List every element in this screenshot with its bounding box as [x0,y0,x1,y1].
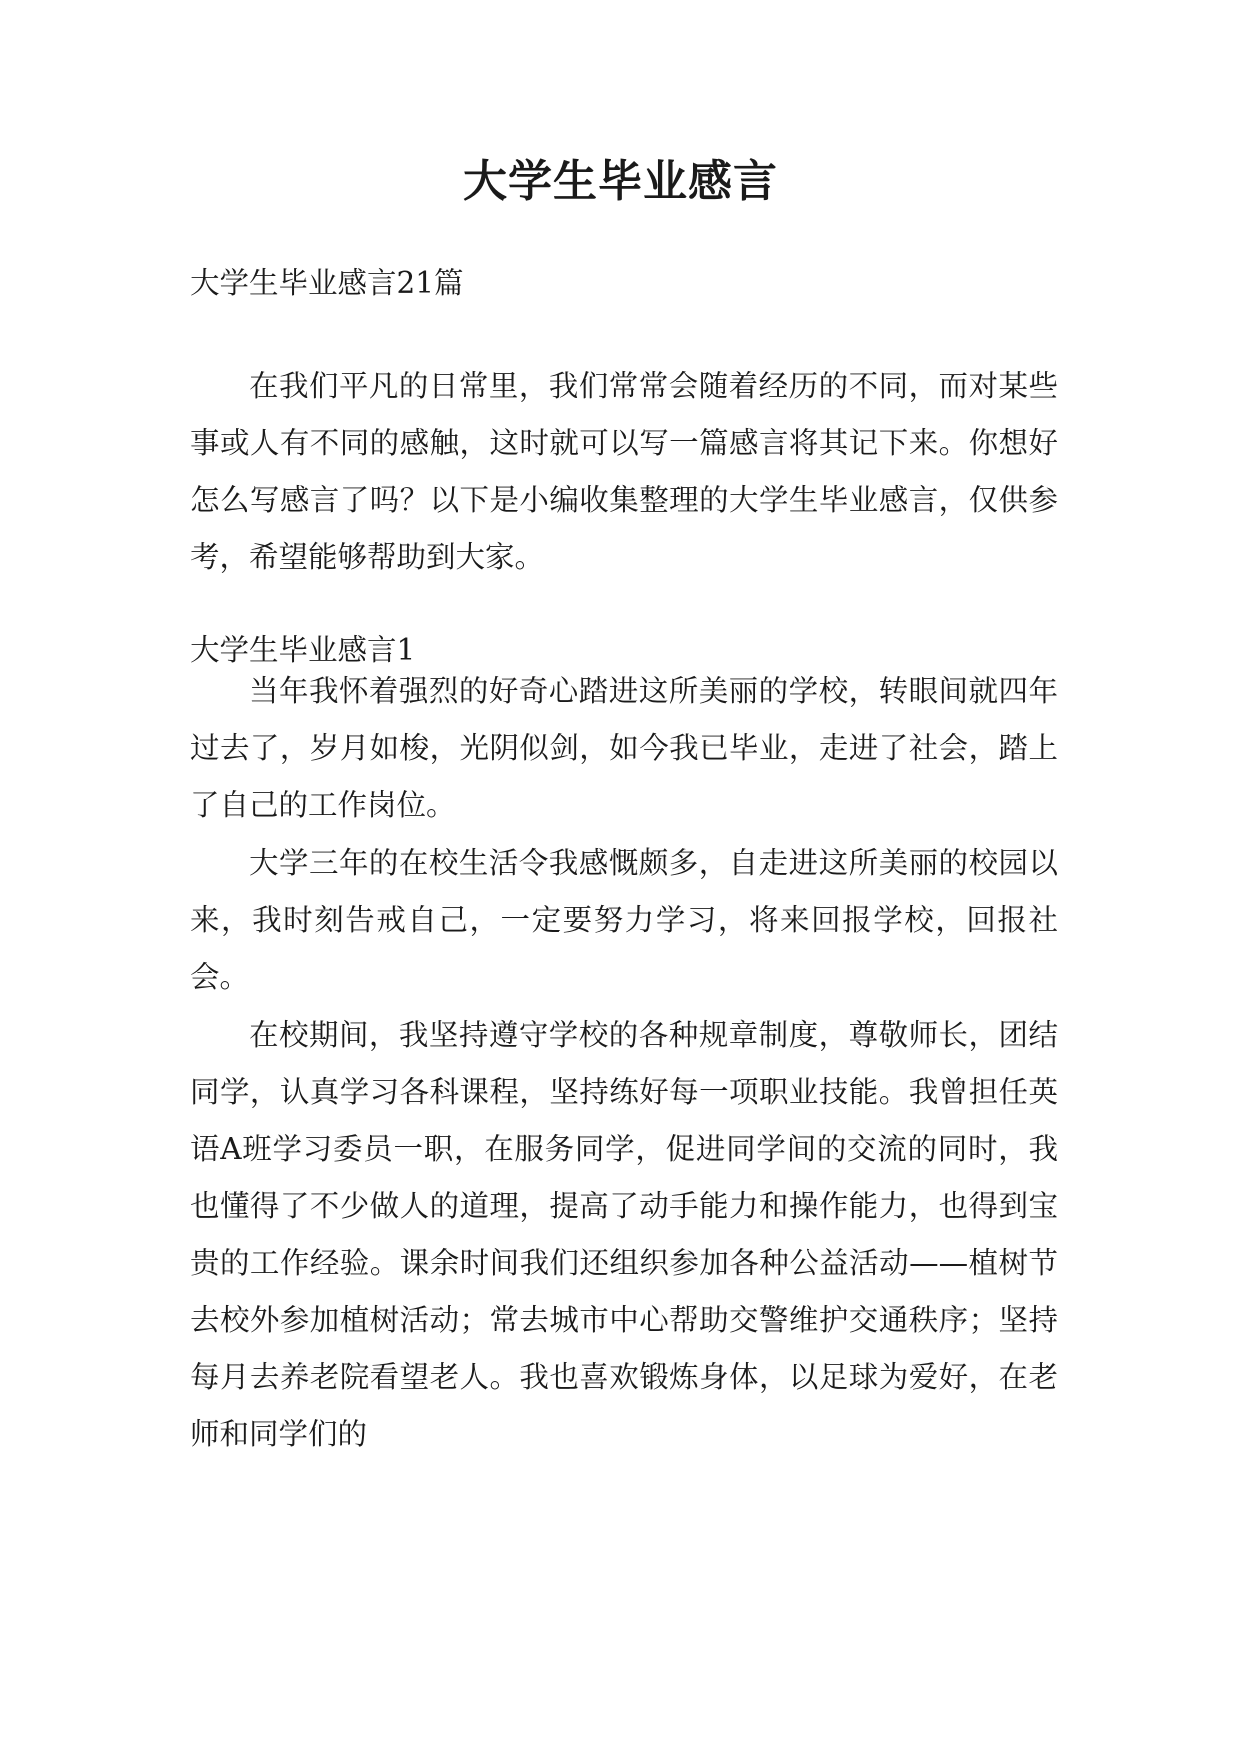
section-heading: 大学生毕业感言1 [190,633,416,667]
body-paragraph-3: 在校期间，我坚持遵守学校的各种规章制度，尊敬师长，团结同学，认真学习各科课程，坚持练好每一项职业技能。我曾担任英语A班学习委员一职，在服务同学，促进同学间的交流的同时，我也懂得了不少做人的道理，提高了动手能力和操作能力，也得到宝贵的工作经验。课余时间我们还组织参加各种公益活动——植树节去校外参加植树活动；常去城市中心帮助交警维护交通秩序；坚持每月去养老院看望老人。我也喜欢锻炼身体，以足球为爱好，在老师和同学们的 [190,1018,1058,1451]
body-paragraph-1: 当年我怀着强烈的好奇心踏进这所美丽的学校，转眼间就四年过去了，岁月如梭，光阴似剑，如今我已毕业，走进了社会，踏上了自己的工作岗位。 [190,674,1058,822]
body-paragraph-2: 大学三年的在校生活令我感慨颇多，自走进这所美丽的校园以来，我时刻告戒自己，一定要努力学习，将来回报学校，回报社会。 [190,846,1058,994]
intro-paragraph: 在我们平凡的日常里，我们常常会随着经历的不同，而对某些事或人有不同的感触，这时就可以写一篇感言将其记下来。你想好怎么写感言了吗？以下是小编收集整理的大学生毕业感言，仅供参考，希望能够帮助到大家。 [190,369,1058,574]
document-subtitle: 大学生毕业感言21篇 [190,266,464,300]
document-title: 大学生毕业感言 [463,156,778,207]
